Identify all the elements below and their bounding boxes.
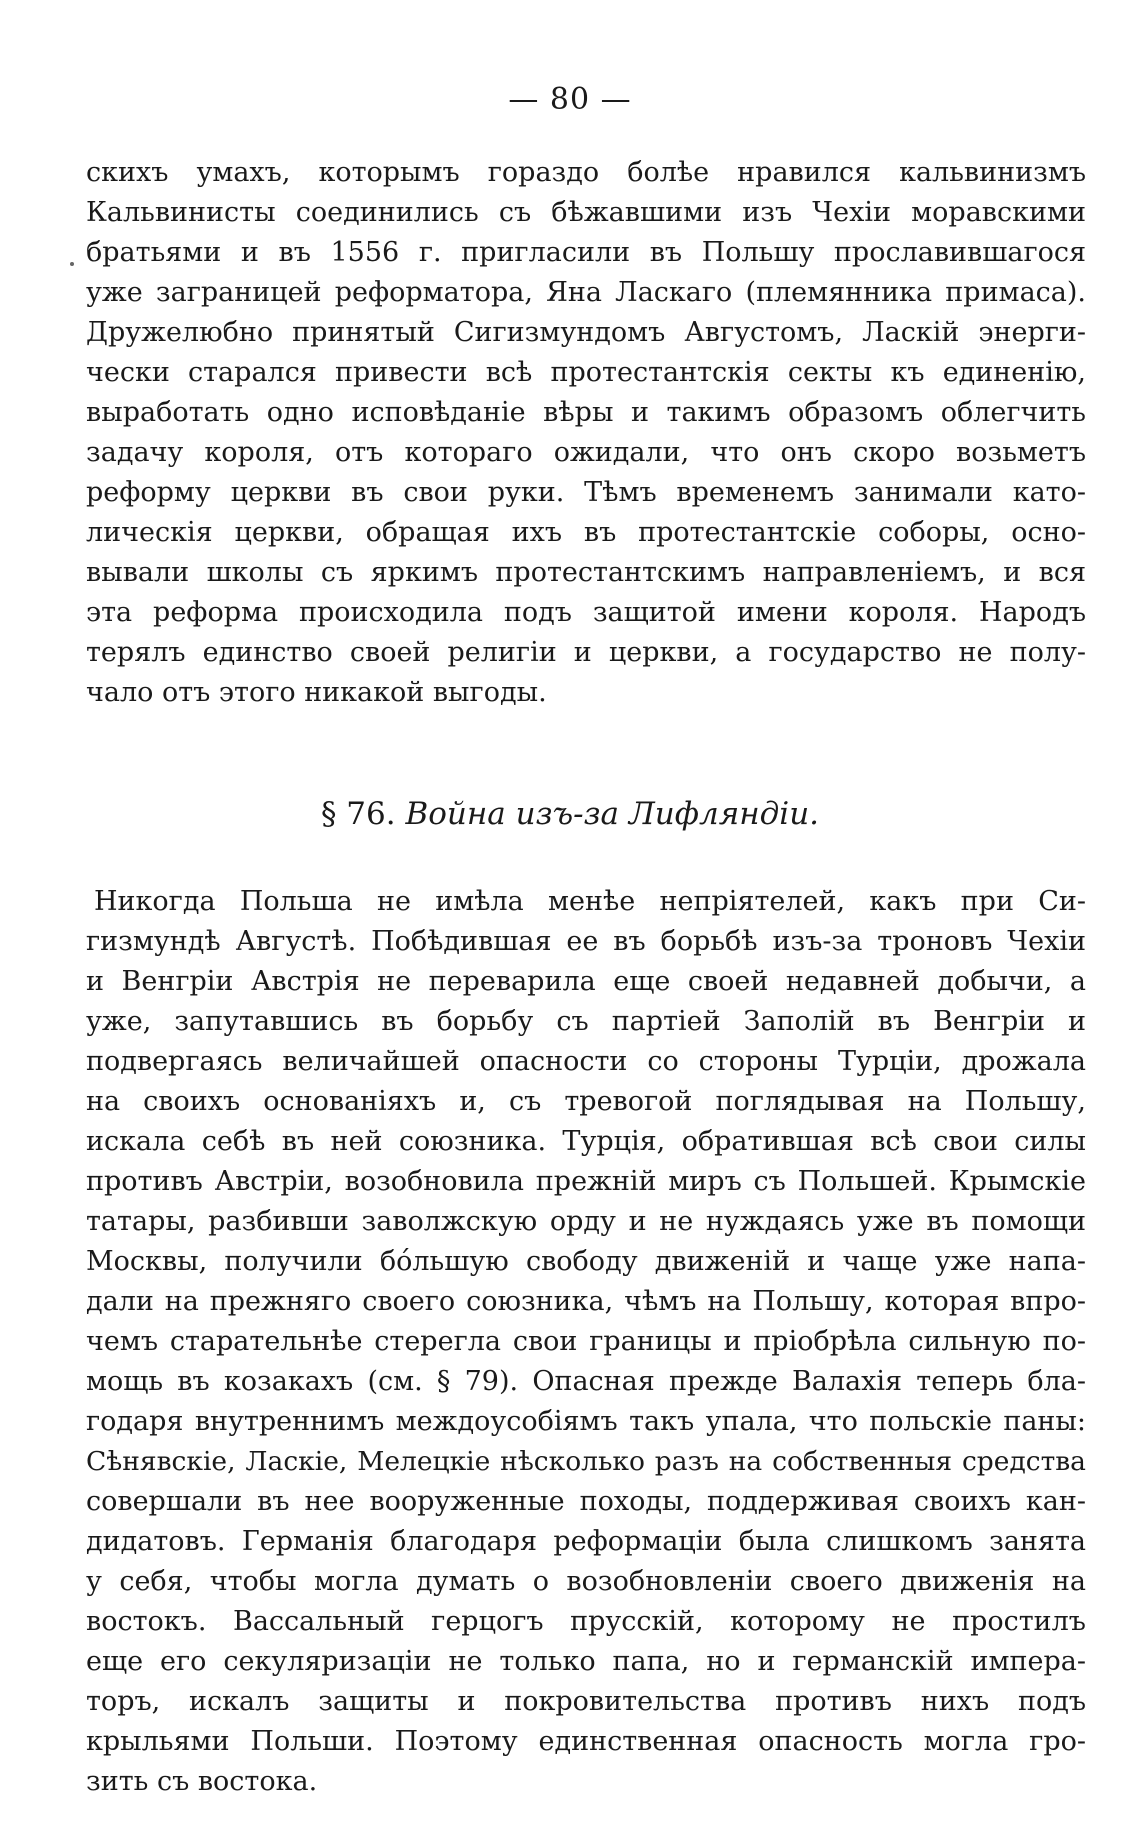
text-line: лическія церкви, обращая ихъ въ протестантскіе соборы, осно- [86,517,1086,548]
text-line: чало отъ этого никакой выгоды. [86,677,547,708]
text-line: востокъ. Вассальный герцогъ прусскій, которому не простилъ [86,1606,1086,1637]
text-line: реформу церкви въ свои руки. Тѣмъ временемъ занимали като- [86,477,1086,508]
page-number: — 80 — [508,82,632,117]
text-line: задачу короля, отъ котораго ожидали, что онъ скоро возьметъ [86,437,1086,468]
text-line: терялъ единство своей религіи и церкви, а государство не полу- [86,637,1086,668]
text-line: выработать одно исповѣданіе вѣры и такимъ образомъ облегчить [86,397,1086,428]
text-line: подвергаясь величайшей опасности со стороны Турціи, дрожала [86,1046,1086,1077]
paragraph-1 [86,153,1086,713]
text-line: братьями и въ 1556 г. пригласили въ Польшу прославившагося [86,237,1086,268]
text-line: торъ, искалъ защиты и покровительства противъ нихъ подъ [86,1686,1086,1717]
text-line: противъ Австріи, возобновила прежній миръ съ Польшей. Крымскіе [86,1166,1086,1197]
text-line: Кальвинисты соединились съ бѣжавшими изъ Чехіи моравскими [86,197,1086,228]
text-line: татары, разбивши заволжскую орду и не нуждаясь уже въ помощи [86,1206,1086,1237]
text-line: на своихъ основаніяхъ и, съ тревогой поглядывая на Польшу, [86,1086,1086,1117]
text-line: зить съ востока. [86,1766,318,1797]
text-line: Москвы, получили бо́льшую свободу движеній и чаще уже напа- [86,1246,1086,1277]
text-line: уже, запутавшись въ борьбу съ партіей Заполій въ Венгріи и [86,1006,1086,1037]
text-line: и Венгріи Австрія не переварила еще своей недавней добычи, а [86,966,1086,997]
text-line: дали на прежняго своего союзника, чѣмъ на Польшу, которая впро- [86,1286,1086,1317]
text-line: Дружелюбно принятый Сигизмундомъ Августомъ, Ласкій энерги- [86,317,1086,348]
text-line: гизмундѣ Августѣ. Побѣдившая ее въ борьбѣ изъ-за троновъ Чехіи [86,926,1086,957]
text-line: дидатовъ. Германія благодаря реформаціи была слишкомъ занята [86,1526,1086,1557]
margin-mark [70,262,74,266]
text-line: скихъ умахъ, которымъ гораздо болѣе нравился кальвинизмъ [86,157,1086,188]
section-number: § 76. [320,796,396,832]
text-line: крыльями Польши. Поэтому единственная опасность могла гро- [86,1726,1086,1757]
text-line: уже заграницей реформатора, Яна Ласкаго (племянника примаса). [86,277,1086,308]
text-line: еще его секуляризаціи не только папа, но и германскій импера- [86,1646,1086,1677]
text-line: искала себѣ въ ней союзника. Турція, обратившая всѣ свои силы [86,1126,1086,1157]
text-line: вывали школы съ яркимъ протестантскимъ направленіемъ, и вся [86,557,1086,588]
text-line: эта реформа происходила подъ защитой имени короля. Народъ [86,597,1086,628]
text-line: совершали въ нее вооруженные походы, поддерживая своихъ кан- [86,1486,1086,1517]
text-line: Сѣнявскіе, Ласкіе, Мелецкіе нѣсколько разъ на собственныя средства [86,1446,1086,1477]
paragraph-2 [86,882,1086,1802]
text-line: у себя, чтобы могла думать о возобновленіи своего движенія на [86,1566,1086,1597]
text-line: годаря внутреннимъ междоусобіямъ такъ упала, что польскіе паны: [86,1406,1086,1437]
section-title: Война изъ-за Лифляндіи. [405,796,820,832]
text-line: мощь въ козакахъ (см. § 79). Опасная прежде Валахія теперь бла- [86,1366,1086,1397]
text-line: Никогда Польша не имѣла менѣе непріятелей, какъ при Си- [94,886,1086,917]
section-heading [0,796,1140,832]
text-line: чемъ старательнѣе стерегла свои границы и пріобрѣла сильную по- [86,1326,1086,1357]
text-line: чески старался привести всѣ протестантскія секты къ единенію, [86,357,1086,388]
